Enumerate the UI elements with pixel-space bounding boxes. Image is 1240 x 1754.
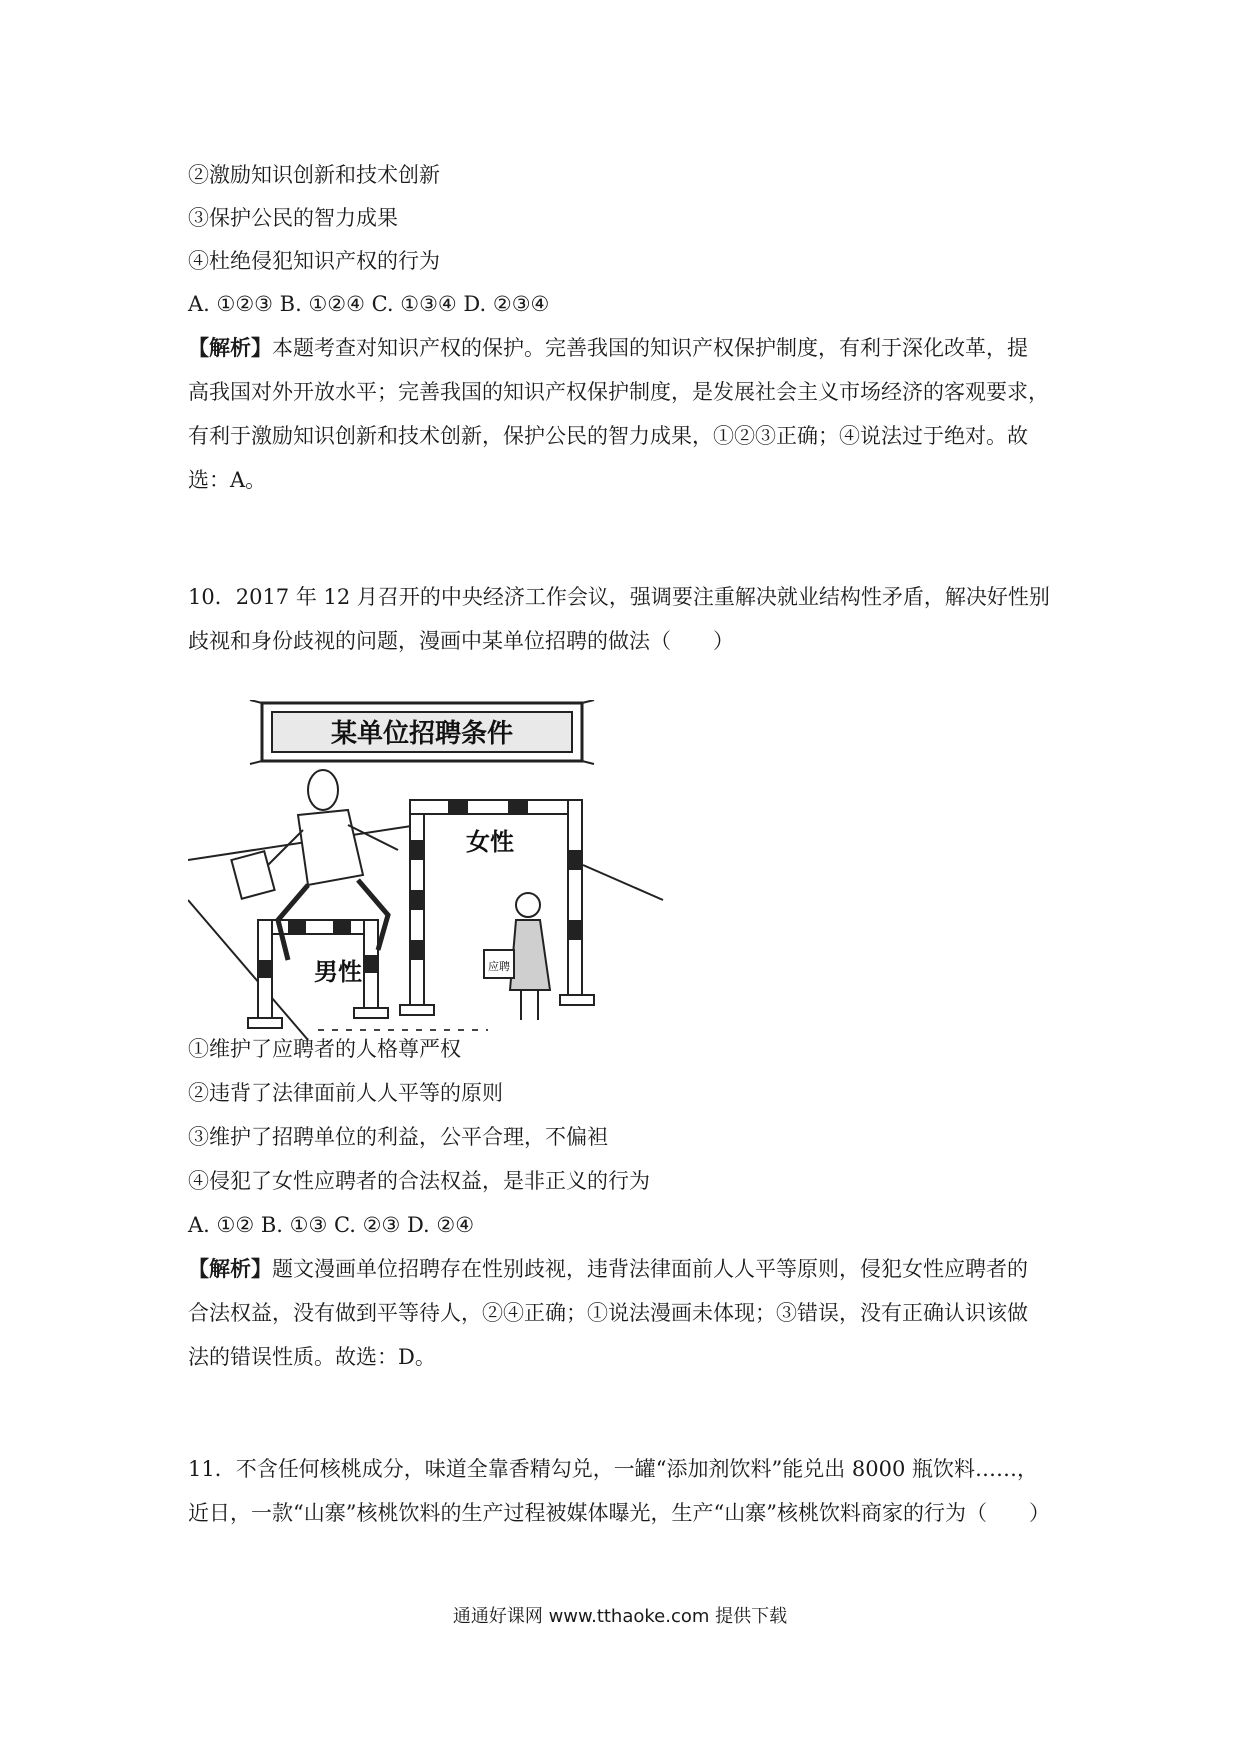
q9-choices: A. ①②③ B. ①②④ C. ①③④ D. ②③④ xyxy=(188,292,550,316)
q10-stem-line-1: 10．2017 年 12 月召开的中央经济工作会议，强调要注重解决就业结构性矛盾，解决好性别 xyxy=(188,585,1050,609)
q9-analysis-line-3: 有利于激励知识创新和技术创新，保护公民的智力成果，①②③正确；④说法过于绝对。故 xyxy=(188,424,1028,448)
label-male: 男性 xyxy=(314,958,362,986)
q10-analysis-line-1: 【解析】题文漫画单位招聘存在性别歧视，违背法律面前人人平等原则，侵犯女性应聘者的 xyxy=(188,1256,1028,1281)
q11-stem-line-1: 11．不含任何核桃成分，味道全靠香精勾兑，一罐“添加剂饮料”能兑出 8000 瓶饮料……， xyxy=(188,1457,1038,1481)
q10-analysis-line-3: 法的错误性质。故选：D。 xyxy=(188,1345,436,1369)
woman-figure xyxy=(484,893,550,1020)
woman-sign-text: 应聘 xyxy=(488,960,510,973)
recruitment-cartoon xyxy=(188,700,668,1045)
q9-analysis-line-4: 选：A。 xyxy=(188,468,267,492)
q10-analysis-tag: 【解析】 xyxy=(188,1256,272,1281)
cartoon-banner-text: 某单位招聘条件 xyxy=(330,719,514,749)
q10-option-3: ③维护了招聘单位的利益，公平合理，不偏袒 xyxy=(188,1125,608,1149)
cartoon-banner xyxy=(250,700,594,764)
q10-option-1: ①维护了应聘者的人格尊严权 xyxy=(188,1037,461,1061)
track-line-right xyxy=(583,865,663,900)
q9-option-3: ③保护公民的智力成果 xyxy=(188,206,398,230)
q11-stem-line-2: 近日，一款“山寨”核桃饮料的生产过程被媒体曝光，生产“山寨”核桃饮料商家的行为（ ） xyxy=(188,1501,1050,1525)
q9-option-4: ④杜绝侵犯知识产权的行为 xyxy=(188,249,440,273)
q10-option-4: ④侵犯了女性应聘者的合法权益，是非正义的行为 xyxy=(188,1169,650,1193)
q10-option-2: ②违背了法律面前人人平等的原则 xyxy=(188,1081,503,1105)
q10-analysis-line-2: 合法权益，没有做到平等待人，②④正确；①说法漫画未体现；③错误，没有正确认识该做 xyxy=(188,1301,1028,1325)
q10-choices: A. ①② B. ①③ C. ②③ D. ②④ xyxy=(188,1213,475,1237)
q9-analysis-tag: 【解析】 xyxy=(188,335,272,360)
q9-analysis-line-2: 高我国对外开放水平；完善我国的知识产权保护制度，是发展社会主义市场经济的客观要求， xyxy=(188,380,1049,404)
label-female: 女性 xyxy=(466,828,514,856)
q9-analysis-line-1: 【解析】本题考查对知识产权的保护。完善我国的知识产权保护制度，有利于深化改革，提 xyxy=(188,335,1028,360)
q10-stem-line-2: 歧视和身份歧视的问题，漫画中某单位招聘的做法（ ） xyxy=(188,629,734,653)
page-footer: 通通好课网 www.tthaoke.com 提供下载 xyxy=(452,1606,788,1627)
q9-option-2: ②激励知识创新和技术创新 xyxy=(188,163,440,187)
